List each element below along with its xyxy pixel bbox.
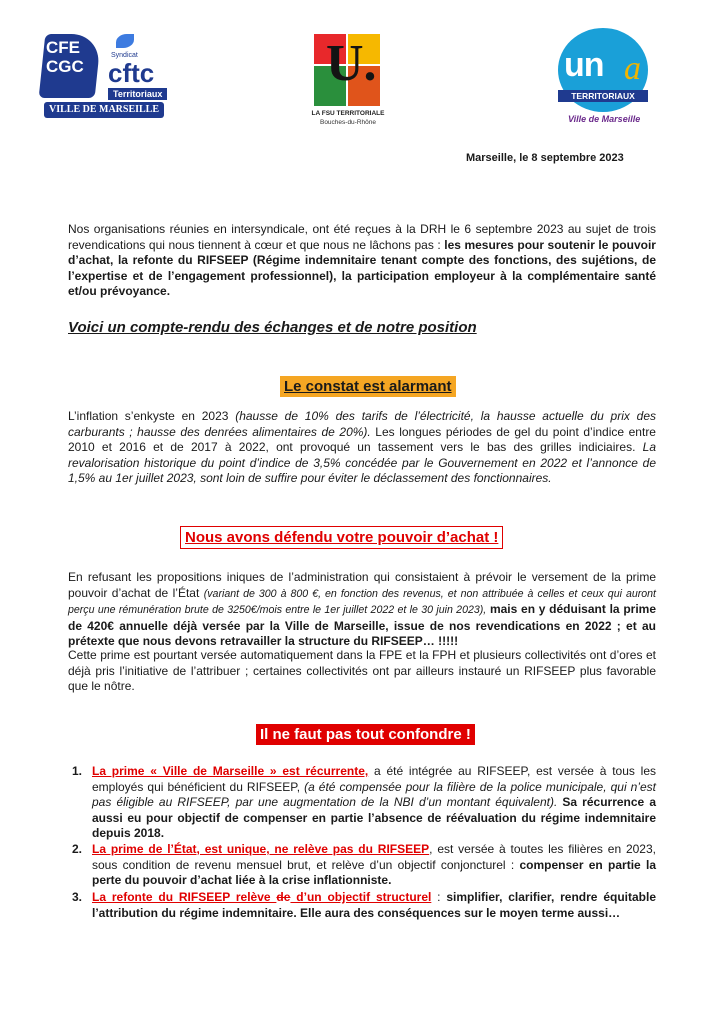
- list-item: [72, 764, 656, 842]
- cfe-cgc-cftc-logo: [38, 28, 168, 120]
- unsa-ville-label: Ville de Marseille: [568, 114, 641, 124]
- list-number: 2.: [72, 842, 83, 856]
- list-red-strike: de: [276, 890, 291, 904]
- fsu-region: Bouches-du-Rhône: [319, 119, 376, 126]
- list-red-text-2: d’un objectif structurel: [290, 890, 432, 904]
- cfe-cgc-text: CFE CGC: [46, 38, 84, 76]
- fsu-territoriale-logo: [308, 30, 388, 130]
- pouvoir-bold-1: mais en y déduisant la prime de 420€ annuelle déjà versée par la Ville de Marseille, issue de nos revendications en 2022 ; et au prétexte que nous devons retravailler la structure du RIFSEEP… !!!!!: [68, 602, 656, 649]
- list-number: 1.: [72, 764, 83, 778]
- list-italic: (a été compensée pour la filière de la police municipale, qui n’est pas éligible au RIFSEEP, par une augmentation de la NBI d’un montant équivalent).: [92, 779, 656, 810]
- section-title-pouvoir-achat: Nous avons défendu votre pouvoir d’achat !: [180, 526, 503, 549]
- constat-italic-1: (hausse de 10% des tarifs de l’électricité, la hausse actuelle du prix des carburants ; hausse des denrées alimentaires de 20%).: [68, 409, 656, 439]
- list-text: , est versée à toutes les filières en 2023, sous condition de revenu mensuel brut, et relève d’un objectif conjoncturel :: [92, 842, 656, 872]
- unsa-territoriaux-banner: TERRITORIAUX: [558, 90, 648, 102]
- constat-italic-2: La revalorisation historique du point d’indice de 3,5% concédée par le Gouvernement en 2022 et l’annonce de 1,5% au 1er juillet 2023, sont loin de suffire pour éviter le déclassement des fonctionnaires.: [68, 440, 656, 486]
- unsa-text: un: [564, 46, 604, 84]
- ville-de-marseille-banner: VILLE DE MARSEILLE: [44, 102, 164, 118]
- cftc-territoriaux-label: Territoriaux: [108, 88, 167, 100]
- cftc-syndicat-label: Syndicat: [111, 52, 138, 59]
- list-text: a été intégrée au RIFSEEP, est versée à tous les employés qui bénéficient du RIFSEEP,: [92, 764, 656, 794]
- list-bold: simplifier, clarifier, rendre équitable l’attribution du régime indemnitaire. Elle aura des conséquences sur le moyen terme aussi…: [92, 890, 656, 920]
- fsu-name: LA FSU TERRITORIALE: [311, 110, 385, 117]
- list-number: 3.: [72, 890, 83, 904]
- constat-text-1: L’inflation s’enkyste en 2023: [68, 409, 236, 423]
- intro-bold-text: les mesures pour soutenir le pouvoir d’achat, la refonte du RIFSEEP (Régime indemnitaire tenant compte des fonctions, des sujétions, de l’expertise et de l’engagement professionnel), la participation employeur à la complémentaire santé et/ou prévoyance.: [68, 237, 656, 299]
- subtitle-heading: Voici un compte-rendu des échanges et de notre position: [68, 319, 477, 336]
- pouvoir-achat-paragraph-2: Cette prime est pourtant versée automatiquement dans la FPE et la FPH et plusieurs collectivités ont d’ores et déjà pris l’initiative de l’attribuer ; certaines collectivités ont par ailleurs instauré un RIFSEEP plus favorable que le nôtre.: [68, 648, 656, 694]
- unsa-a-letter: a: [624, 50, 641, 87]
- pouvoir-text-1: En refusant les propositions iniques de l’administration qui consistaient à prévoir le versement de la prime pouvoir d’achat de l’État: [68, 570, 656, 600]
- list-item: [72, 890, 656, 921]
- document-date: Marseille, le 8 septembre 2023: [466, 152, 624, 164]
- intro-text: Nos organisations réunies en intersyndicale, ont été reçues à la DRH le 6 septembre 2023 au sujet de trois revendications qui nous tiennent à cœur et que nous ne lâchons pas :: [68, 222, 656, 252]
- section-title-constat: Le constat est alarmant: [280, 376, 456, 397]
- unsa-territoriaux-logo: [554, 28, 662, 133]
- cftc-text: cftc: [108, 58, 155, 88]
- list-red-text: La refonte du RIFSEEP relève: [92, 890, 277, 904]
- list-red-text: La prime « Ville de Marseille » est récurrente,: [92, 764, 369, 778]
- pouvoir-italic-1: (variant de 300 à 800 €, en fonction des revenus, et non attribuée à celles et ceux qui auront perçu une rémunération brute de 3250€/mois entre le 1er juillet 2022 et le 30 juin 2023),: [68, 587, 656, 617]
- intro-paragraph: [68, 222, 656, 300]
- fsu-u-letter: U.: [326, 35, 377, 92]
- list-bold: Sa récurrence a aussi eu pour objectif de compenser en partie l’absence de réévaluation du régime indemnitaire depuis 2018.: [92, 795, 656, 841]
- list-item: [72, 842, 656, 889]
- constat-paragraph: [68, 409, 656, 487]
- list-bold: compenser en partie la perte du pouvoir d’achat liée à la crise inflationniste.: [92, 857, 656, 888]
- section-title-confondre: [256, 724, 475, 745]
- constat-text-2: Les longues périodes de gel du point d’indice entre 2010 et 2016 et de 2017 à 2022, ont provoqué un tassement vers le bas des grilles indiciaires.: [68, 424, 656, 455]
- confondre-title-text: Il ne faut pas tout confondre !: [260, 726, 471, 743]
- list-red-text: La prime de l’État, est unique, ne relève pas du RIFSEEP: [92, 842, 430, 856]
- list-text: :: [431, 890, 447, 904]
- bird-icon: [116, 34, 134, 48]
- pouvoir-achat-paragraph: [68, 570, 656, 650]
